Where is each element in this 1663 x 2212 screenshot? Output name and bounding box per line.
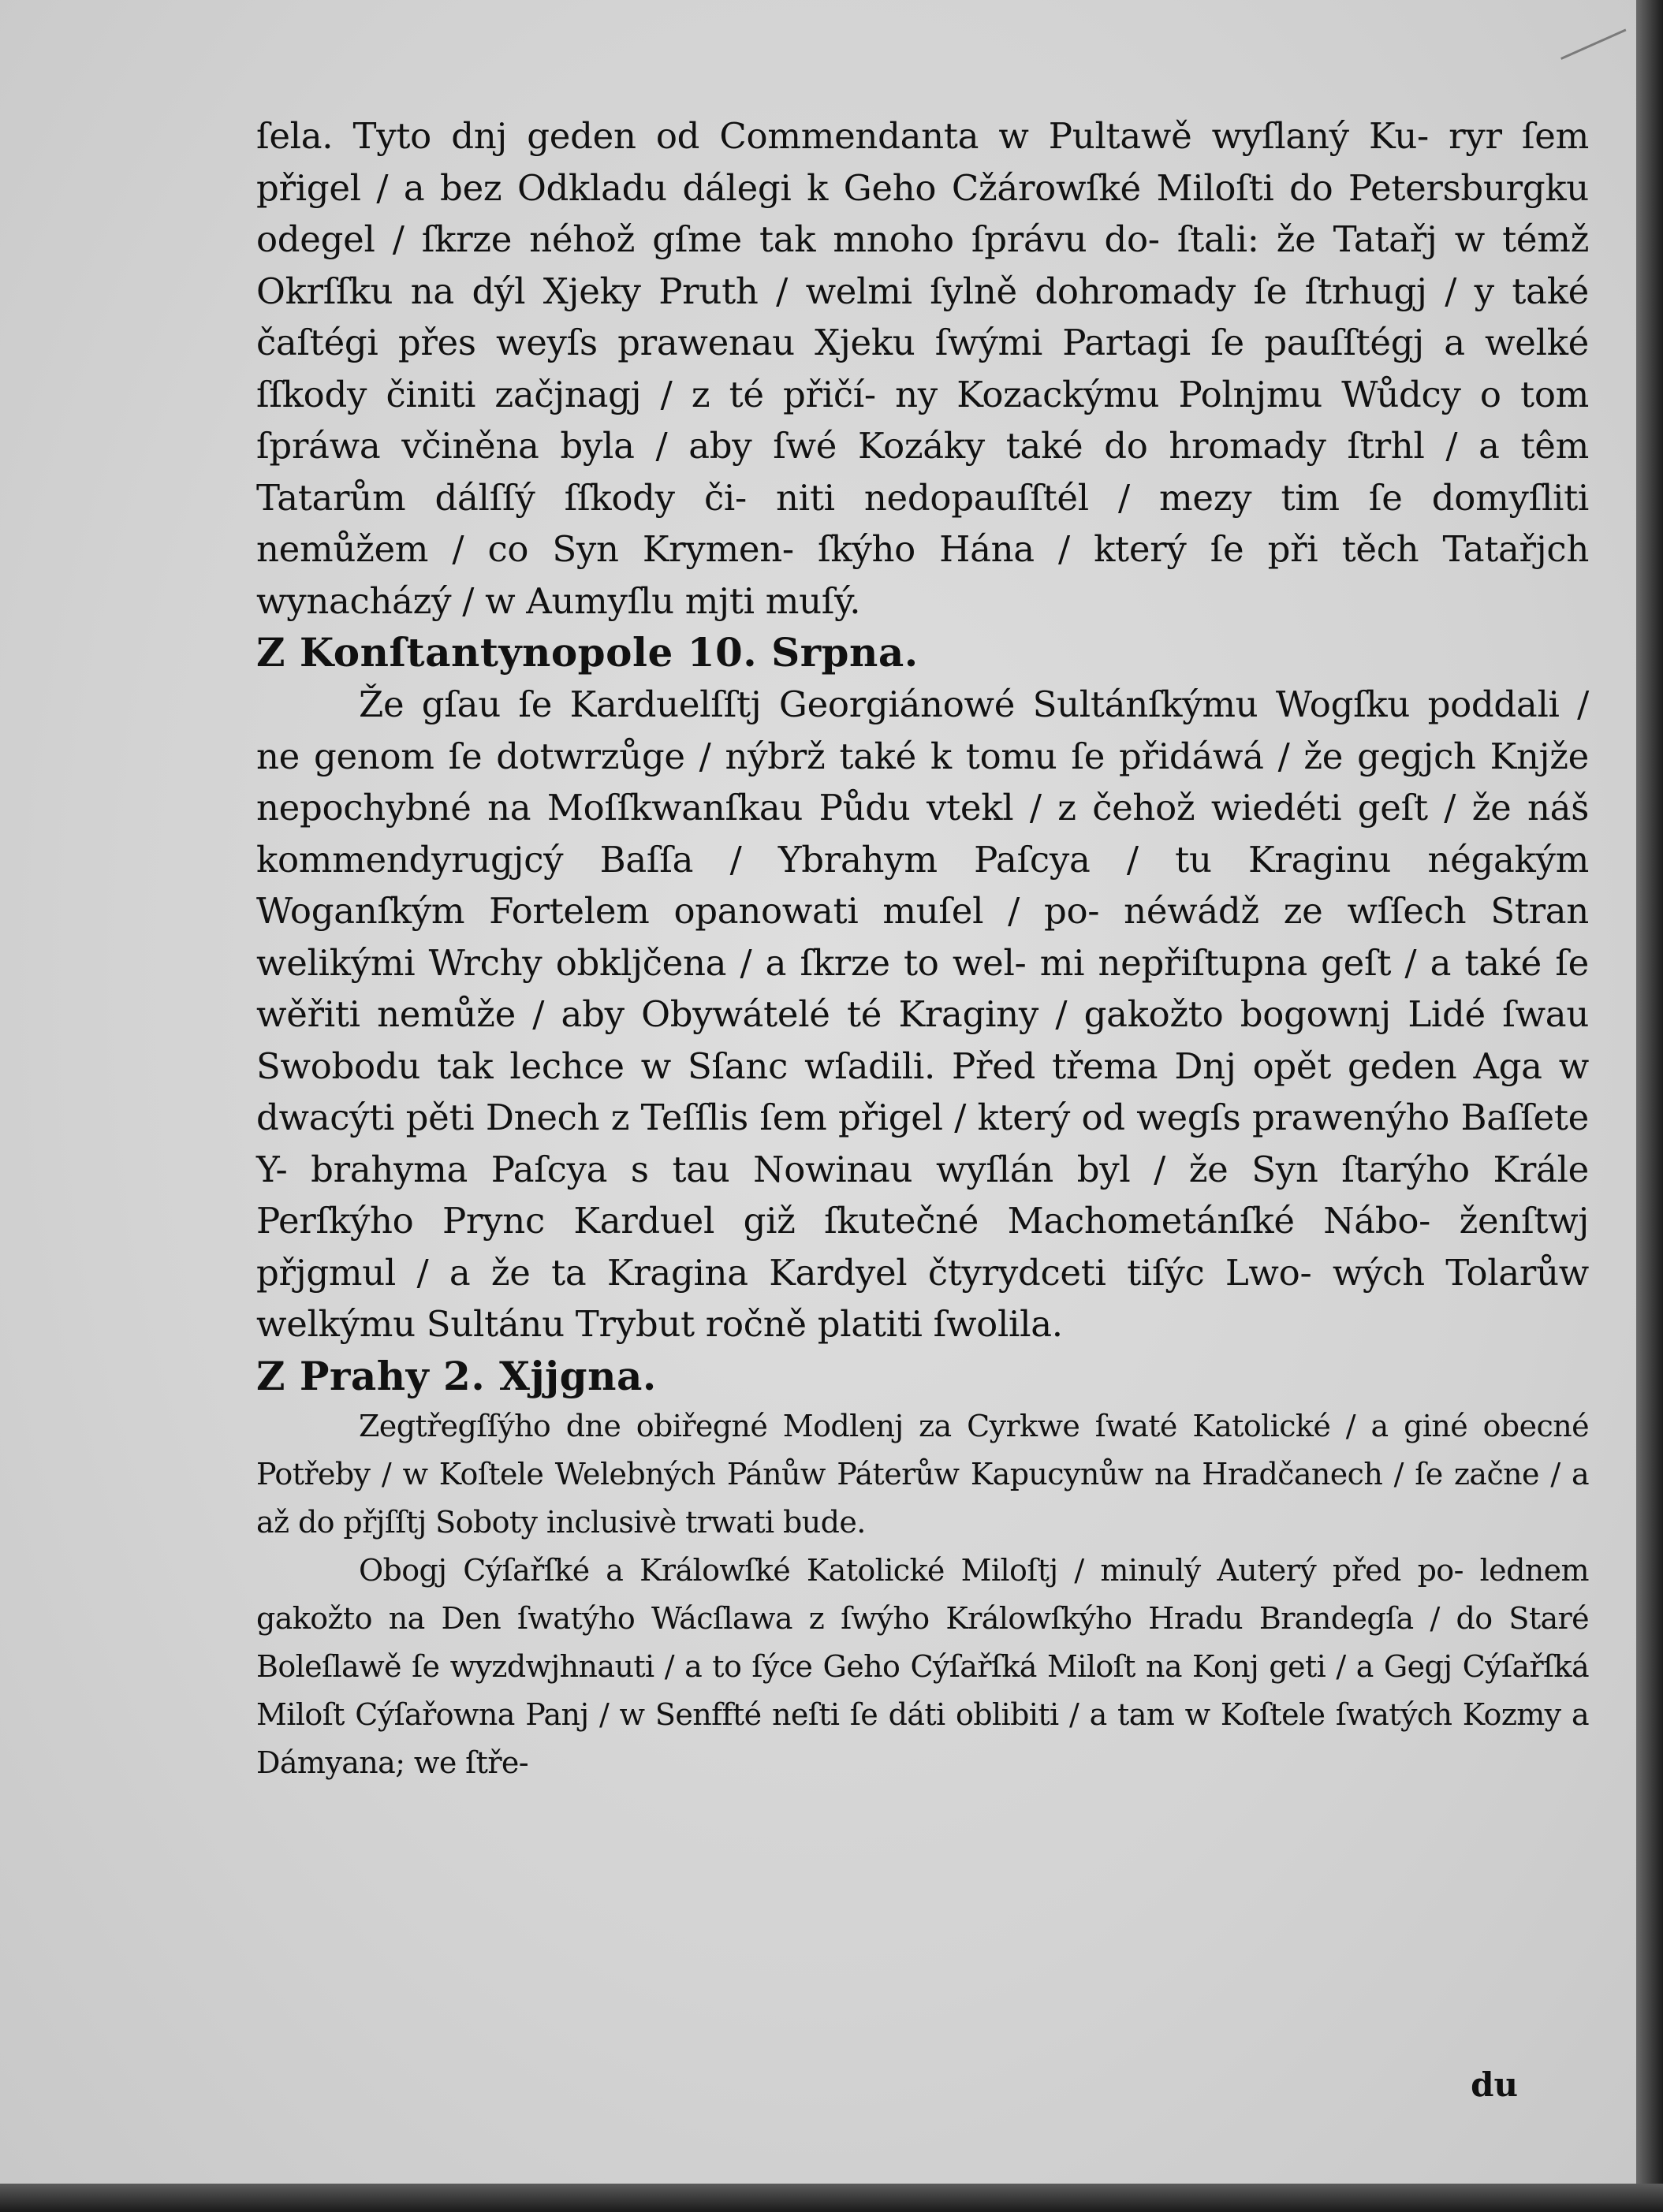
document-body [256,110,1589,1787]
page-corner-fold [1548,0,1627,60]
heading-praha: Z Prahy 2. Xjjgna. [256,1352,657,1399]
paragraph-prayers-notice: Zegtřegſſýho dne obiřegné Modlenj za Cyrkwe ſwaté Katolické / a giné obecné Potřeby / w Koſtele Welebných Pánůw Páterůw Kapucynůw na Hradčanech / ſe začne / a až do přjſſtj Soboty inclusivè trwati bude. [256,1408,1589,1540]
catchword: du [1471,2065,1518,2104]
right-edge-shadow [1636,0,1663,2212]
paragraph-georgians-report: Že gſau ſe Karduelſſtj Georgiánowé Sultánſkýmu Wogſku poddali / ne genom ſe dotwrzůge / nýbrž také k tomu ſe přidáwá / že gegjch Knjže nepochybné na Moſſkwanſkau Půdu vtekl / z čehož wiedéti geſt / že náš kommendyrugjcý Baſſa / Ybrahym Paſcya / tu Kraginu négakým Woganſkým Fortelem opanowati muſel / po- néwádž ze wſſech Stran welikými Wrchy obkljčena / a ſkrze to wel- mi nepřiſtupna geſt / a také ſe wěřiti nemůže / aby Obywátelé té Kraginy / gakožto bogownj Lidé ſwau Swobodu tak lechce w Sſanc wſadili. Před třema Dnj opět geden Aga w dwacýti pěti Dnech z Teſſlis ſem přigel / který od wegſs prawenýho Baſſete Y- brahyma Paſcya s tau Nowinau wyſlán byl / že Syn ſtarýho Krále Perſkýho Prync Karduel giž ſkutečné Machometánſké Nábo- ženſtwj přjgmul / a že ta Kragina Kardyel čtyrydceti tiſýc Lwo- wých Tolarůw welkýmu Sultánu Trybut ročně platiti ſwolila. [256,683,1589,1345]
paragraph-pultawa-report: ſela. Tyto dnj geden od Commendanta w Pultawě wyſlaný Ku- ryr ſem přigel / a bez Odkladu dálegi k Geho Cžárowſké Miloſti do Petersburgku odegel / ſkrze néhož gſme tak mnoho ſprávu do- ſtali: že Tatařj w témž Okrſſku na dýl Xjeky Pruth / welmi ſylně dohromady ſe ſtrhugj / y také čaſtégi přes weyſs prawenau Xjeku ſwými Partagi ſe pauſſtégj a welké ſſkody činiti začjnagj / z té přičí- ny Kozackýmu Polnjmu Wůdcy o tom ſpráwa včiněna byla / aby ſwé Kozáky také do hromady ſtrhl / a têm Tatarům dálſſý ſſkody či- niti nedopauſſtél / mezy tim ſe domyſliti nemůžem / co Syn Krymen- ſkýho Hána / který ſe při těch Tatařjch wynacházý / w Aumyſlu mjti muſý. [256,115,1589,622]
heading-konstantynopol: Z Konſtantynopole 10. Srpna. [256,629,919,676]
paragraph-majesties-journey: Obogj Cýſařſké a Králowſké Katolické Miloſtj / minulý Auterý před po- lednem gakožto na Den ſwatýho Wácſlawa z ſwýho Králowſkýho Hradu Brandegſa / do Staré Boleſlawě ſe wyzdwjhnauti / a to ſýce Geho Cýſařſká Miloſt na Konj geti / a Gegj Cýſařſká Miloſt Cýſařowna Panj / w Senffté neſti ſe dáti oblibiti / a tam w Koſtele ſwatých Kozmy a Dámyana; we ſtře- [256,1552,1589,1780]
bottom-edge-shadow [0,2184,1663,2212]
